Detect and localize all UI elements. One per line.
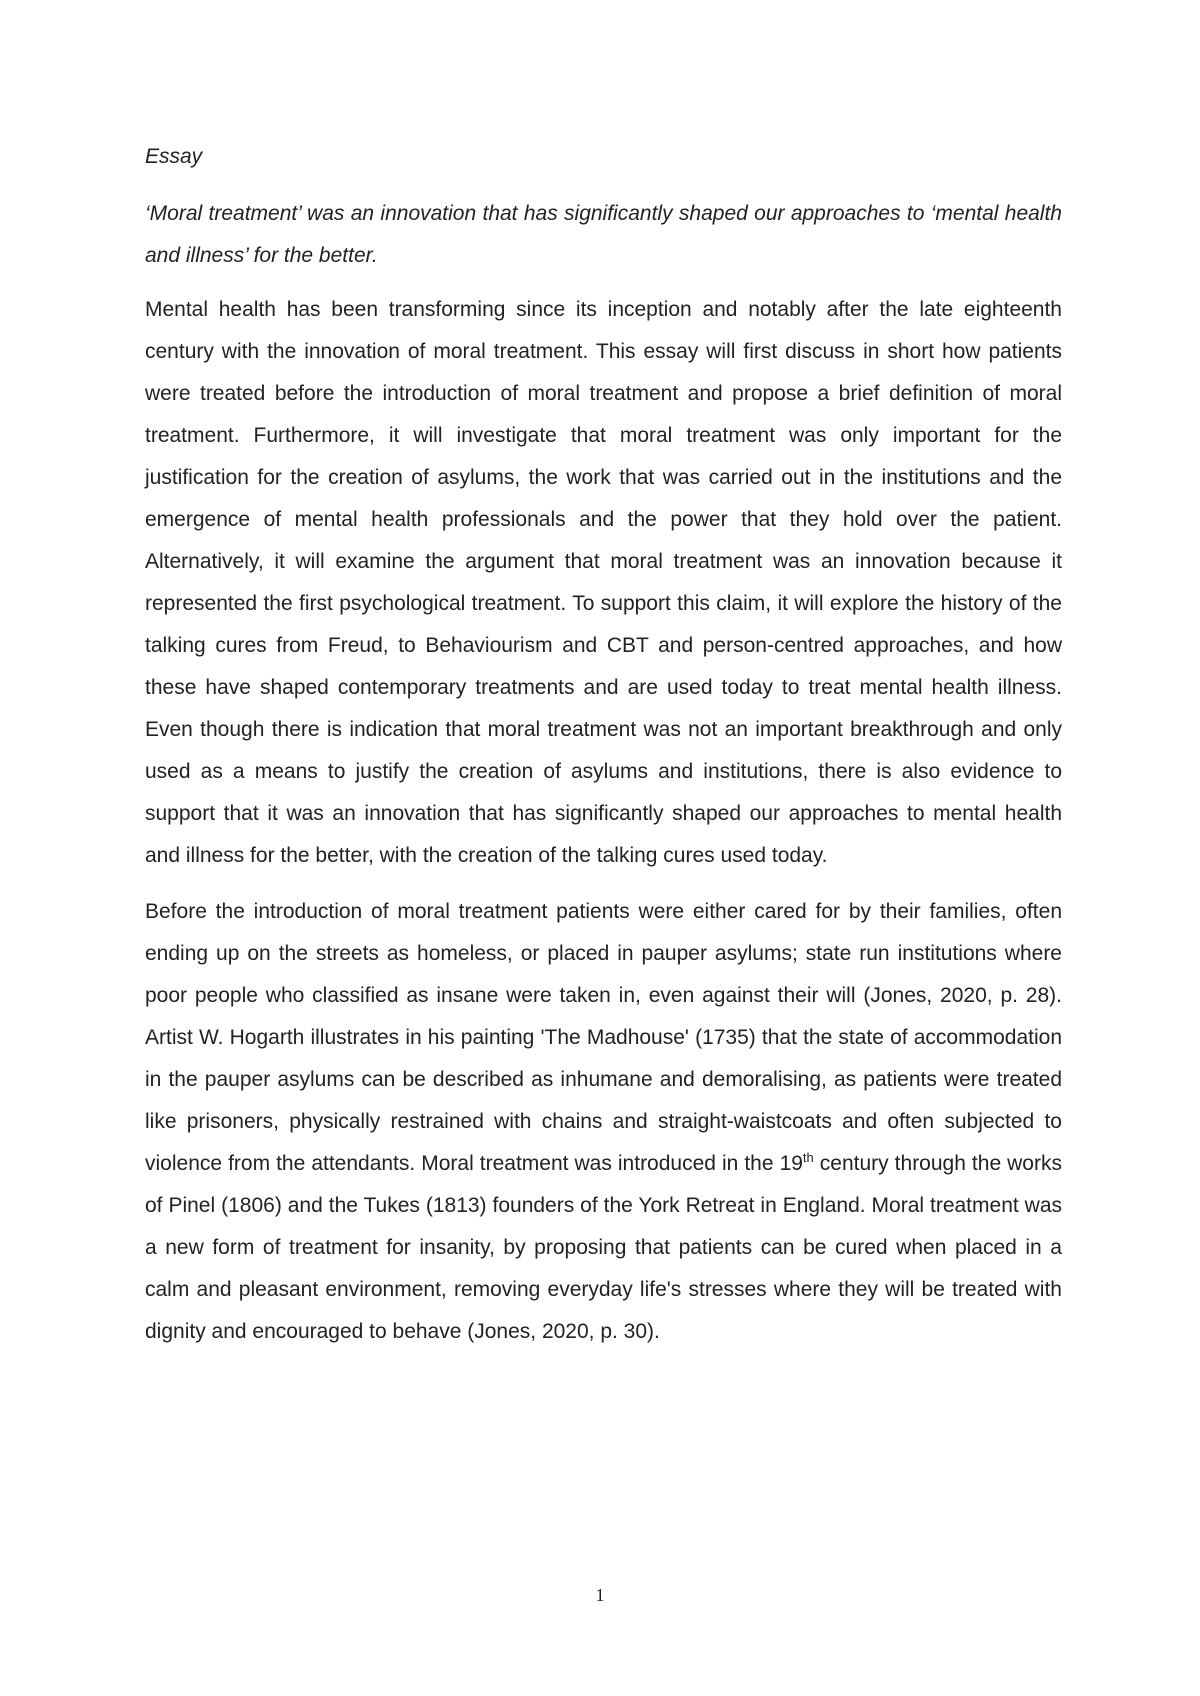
- essay-label: Essay: [145, 145, 203, 168]
- document-body: [145, 142, 1062, 1367]
- ordinal-superscript: th: [802, 1150, 814, 1165]
- paragraph-text-before-superscript: Before the introduction of moral treatment patients were either cared for by their families, often ending up on the streets as homeless, or placed in pauper asylums; state run institutions where poor people who classified as insane were taken in, even against their will (Jones, 2020, p. 28). Artist W. Hogarth illustrates in his painting 'The Madhouse' (1735) that the state of accommodation in the pauper asylums can be described as inhumane and demoralising, as patients were treated like prisoners, physically restrained with chains and straight-waistcoats and often subjected to violence from the attendants. Moral treatment was introduced in the 19: [145, 900, 1062, 1175]
- paragraph-before-moral-treatment: [145, 891, 1062, 1353]
- page-number: 1: [595, 1585, 605, 1605]
- paragraph-text-after-superscript: century through the works of Pinel (1806) and the Tukes (1813) founders of the York Retreat in England. Moral treatment was a new form of treatment for insanity, by proposing that patients can be cured when placed in a calm and pleasant environment, removing everyday life's stresses where they will be treated with dignity and encouraged to behave (Jones, 2020, p. 30).: [145, 1152, 1062, 1343]
- paragraph-introduction: Mental health has been transforming since its inception and notably after the late eighteenth century with the innovation of moral treatment. This essay will first discuss in short how patients were treated before the introduction of moral treatment and propose a brief definition of moral treatment. Furthermore, it will investigate that moral treatment was only important for the justification for the creation of asylums, the work that was carried out in the institutions and the emergence of mental health professionals and the power that they hold over the patient. Alternatively, it will examine the argument that moral treatment was an innovation because it represented the first psychological treatment. To support this claim, it will explore the history of the talking cures from Freud, to Behaviourism and CBT and person-centred approaches, and how these have shaped contemporary treatments and are used today to treat mental health illness. Even though there is indication that moral treatment was not an important breakthrough and only used as a means to justify the creation of asylums and institutions, there is also evidence to support that it was an innovation that has significantly shaped our approaches to mental health and illness for the better, with the creation of the talking cures used today.: [145, 298, 1062, 867]
- essay-title: ‘Moral treatment’ was an innovation that has significantly shaped our approaches to ‘mental health and illness’ for the better.: [145, 202, 1062, 267]
